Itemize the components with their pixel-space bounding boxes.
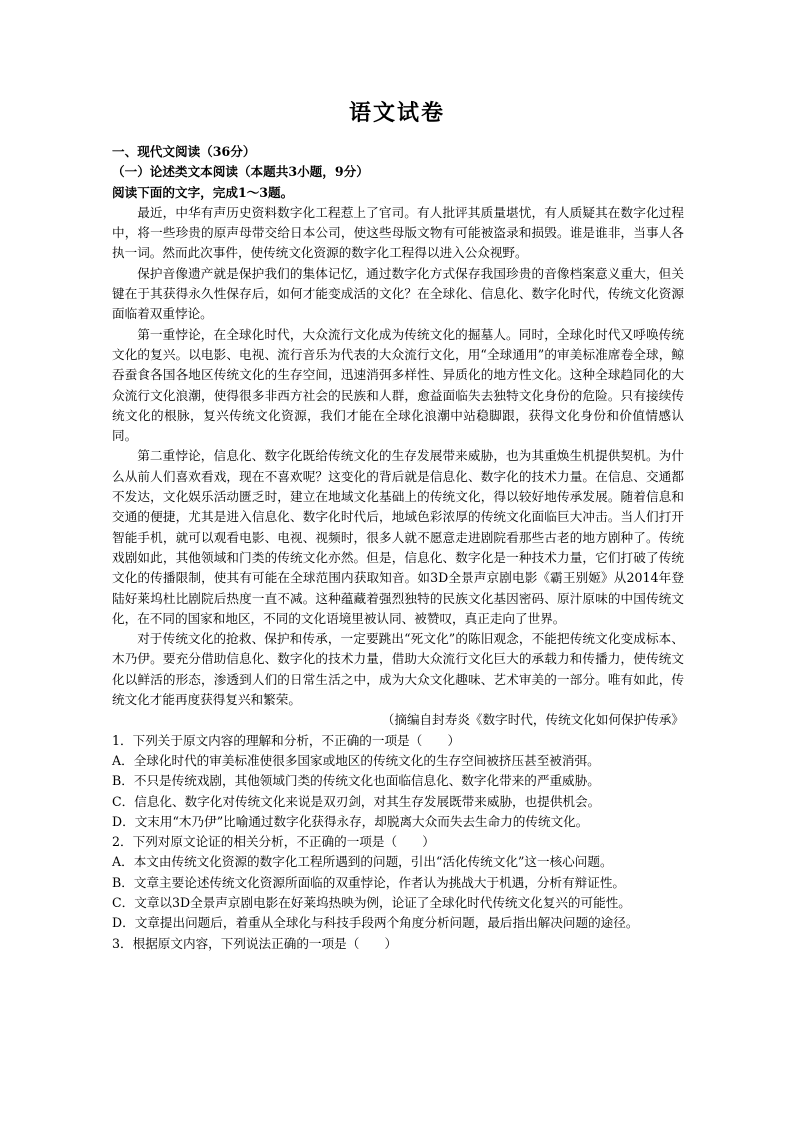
question-option: C．信息化、数字化对传统文化来说是双刃剑，对其生存发展既带来威胁，也提供机会。 bbox=[112, 793, 601, 809]
question-stem: 3．根据原文内容，下列说法正确的一项是（ ） bbox=[112, 935, 398, 951]
question-stem: 2．下列对原文论证的相关分析，不正确的一项是（ ） bbox=[112, 834, 435, 850]
question-option: D．文章提出问题后，着重从全球化与科技手段两个角度分析问题，最后指出解决问题的途径。 bbox=[112, 915, 639, 931]
question-option: D．文末用“木乃伊”比喻通过数字化获得永存，却脱离大众而失去生命力的传统文化。 bbox=[112, 813, 589, 829]
question-option: B．不只是传统戏剧，其他领域门类的传统文化也面临信息化、数字化带来的严重威胁。 bbox=[112, 773, 600, 789]
subsection-heading: （一）论述类文本阅读（本题共3小题，9分） bbox=[112, 164, 369, 180]
question-option: B．文章主要论述传统文化资源所面临的双重悖论，作者认为挑战大于机遇，分析有辩证性。 bbox=[112, 874, 626, 890]
question-option: C．文章以3D全景声京剧电影在好莱坞热映为例，论证了全球化时代传统文化复兴的可能性。 bbox=[112, 894, 631, 910]
reading-instruction: 阅读下面的文字，完成1～3题。 bbox=[112, 184, 294, 200]
passage-paragraph: 第二重悖论，信息化、数字化既给传统文化的生存发展带来威胁，也为其重焕生机提供契机。为什么从前人们喜欢看戏，现在不喜欢呢？这变化的背后就是信息化、数字化的技术力量。在信息、交通都不发达，文化娱乐活动匮乏时，建立在地域文化基础上的传统文化，得以较好地传承发展。随着信息和交通的便捷，尤其是进入信息化、数字化时代后，地域色彩浓厚的传统文化面临巨大冲击。当人们打开智能手机，就可以观看电影、电视、视频时，很多人就不愿意走进剧院看那些古老的地方剧种了。传统戏剧如此，其他领域和门类的传统文化亦然。但是，信息化、数字化是一种技术力量，它们打破了传统文化的传播限制，使其有可能在全球范围内获取知音。如3D全景声京剧电影《霸王别姬》从2014年登陆好莱坞杜比剧院后热度一直不减。这种蕴藏着强烈独特的民族文化基因密码、原汁原味的中国传统文化，在不同的国家和地区，不同的文化语境里被认同、被赞叹，真正走向了世界。 bbox=[112, 448, 684, 626]
passage-paragraph: 第一重悖论，在全球化时代，大众流行文化成为传统文化的掘墓人。同时，全球化时代又呼唤传统文化的复兴。以电影、电视、流行音乐为代表的大众流行文化，用“全球通用”的审美标准席卷全球，鲸吞蚕食各国各地区传统文化的生存空间，迅速消弭多样性、异质化的地方性文化。这种全球趋同化的大众流行文化浪潮，使得很多非西方社会的民族和人群，愈益面临失去独特文化身份的危险。只有接续传统文化的根脉，复兴传统文化资源，我们才能在全球化浪潮中站稳脚跟，获得文化身份和价值情感认同。 bbox=[112, 326, 684, 444]
section-heading: 一、现代文阅读（36分） bbox=[112, 144, 256, 159]
question-option: A．本文由传统文化资源的数字化工程所遇到的问题，引出“活化传统文化”这一核心问题。 bbox=[112, 854, 613, 870]
passage-paragraph: 最近，中华有声历史资料数字化工程惹上了官司。有人批评其质量堪忧，有人质疑其在数字化过程中，将一些珍贵的原声母带交给日本公司，使这些母版文物有可能被盗录和损毁。谁是谁非，当事人各执一词。然而此次事件，使传统文化资源的数字化工程得以进入公众视野。 bbox=[112, 204, 684, 261]
question-stem: 1．下列关于原文内容的理解和分析，不正确的一项是（ ） bbox=[112, 732, 461, 748]
question-option: A．全球化时代的审美标准使很多国家或地区的传统文化的生存空间被挤压甚至被消弭。 bbox=[112, 752, 600, 768]
passage-source: （摘编自封寿炎《数字时代，传统文化如何保护传承》 bbox=[381, 712, 684, 728]
passage-paragraph: 保护音像遗产就是保护我们的集体记忆，通过数字化方式保存我国珍贵的音像档案意义重大，但关键在于其获得永久性保存后，如何才能变成活的文化？在全球化、信息化、数字化时代，传统文化资源面临着双重悖论。 bbox=[112, 265, 684, 322]
page-title: 语文试卷 bbox=[348, 100, 445, 126]
exam-content bbox=[112, 142, 684, 954]
passage-paragraph: 对于传统文化的抢救、保护和传承，一定要跳出“死文化”的陈旧观念，不能把传统文化变成标本、木乃伊。要充分借助信息化、数字化的技术力量，借助大众流行文化巨大的承载力和传播力，使传统文化以鲜活的形态，渗透到人们的日常生活之中，成为大众文化趣味、艺术审美的一部分。唯有如此，传统文化才能再度获得复兴和繁荣。 bbox=[112, 631, 684, 708]
